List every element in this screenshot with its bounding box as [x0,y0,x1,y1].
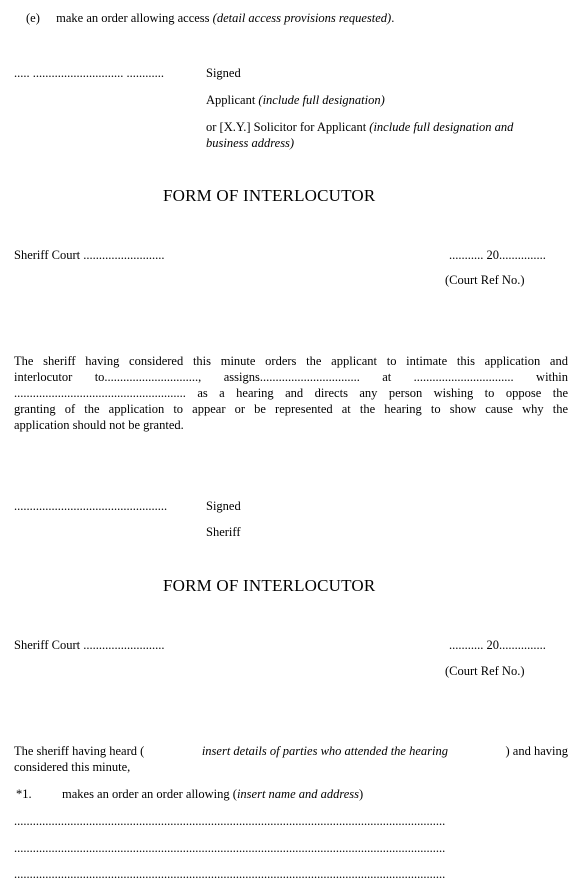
applicant-line: Applicant (include full designation) [206,93,385,107]
solicitor-line: or [X.Y.] Solicitor for Applicant (include full designation and [206,120,514,134]
interlocutor-title-1: FORM OF INTERLOCUTOR [163,186,376,205]
fill-dot-line-2: .......................................................................................................................................... [14,841,446,855]
signature-dots: ..... ............................. ............ [14,66,164,80]
item-e-marker: (e) [26,11,40,25]
interlocutor-body-1-line-5: application should not be granted. [14,418,184,432]
court-ref-1: (Court Ref No.) [445,273,525,287]
interlocutor-body-1-line-4: granting of the application to appear or be represented at the hearing to show cause why the [14,402,568,416]
interlocutor-body-2-line-2: considered this minute, [14,760,131,774]
interlocutor-body-1-line-2: interlocutor to.............................., assigns................................ at ................................ within [14,370,568,384]
item-e [26,10,394,26]
sheriff-court-1: Sheriff Court .......................... [14,248,165,262]
interlocutor-body-1-line-1: The sheriff having considered this minute orders the applicant to intimate this application and [14,354,568,368]
solicitor-line-2: business address) [206,136,295,150]
item-e-italic: (detail access provisions requested) [212,11,392,25]
date-1: ........... 20............... [449,248,546,262]
signed-label-2: Signed [206,499,241,513]
item-e-end: . [391,11,395,25]
interlocutor-title-2: FORM OF INTERLOCUTOR [163,576,376,595]
sheriff-label: Sheriff [206,525,241,539]
item-marker: *1. [16,787,32,801]
fill-dot-line-3: .......................................................................................................................................... [14,867,446,881]
item-e-text: make an order allowing access [56,11,213,25]
fill-dot-line-1: .......................................................................................................................................... [14,814,446,828]
date-2: ........... 20............... [449,638,546,652]
sheriff-court-2: Sheriff Court .......................... [14,638,165,652]
signed-label: Signed [206,66,241,80]
item-text: makes an order an order allowing (insert name and address) [62,787,364,801]
interlocutor-body-2-line-1: The sheriff having heard ( insert details of parties who attended the hearing ) and having [14,744,568,758]
court-ref-2: (Court Ref No.) [445,664,525,678]
sheriff-signature-dots: ................................................. [14,499,168,513]
interlocutor-body-1-line-3: ....................................................... as a hearing and directs any person wishing to oppose the [14,386,568,400]
